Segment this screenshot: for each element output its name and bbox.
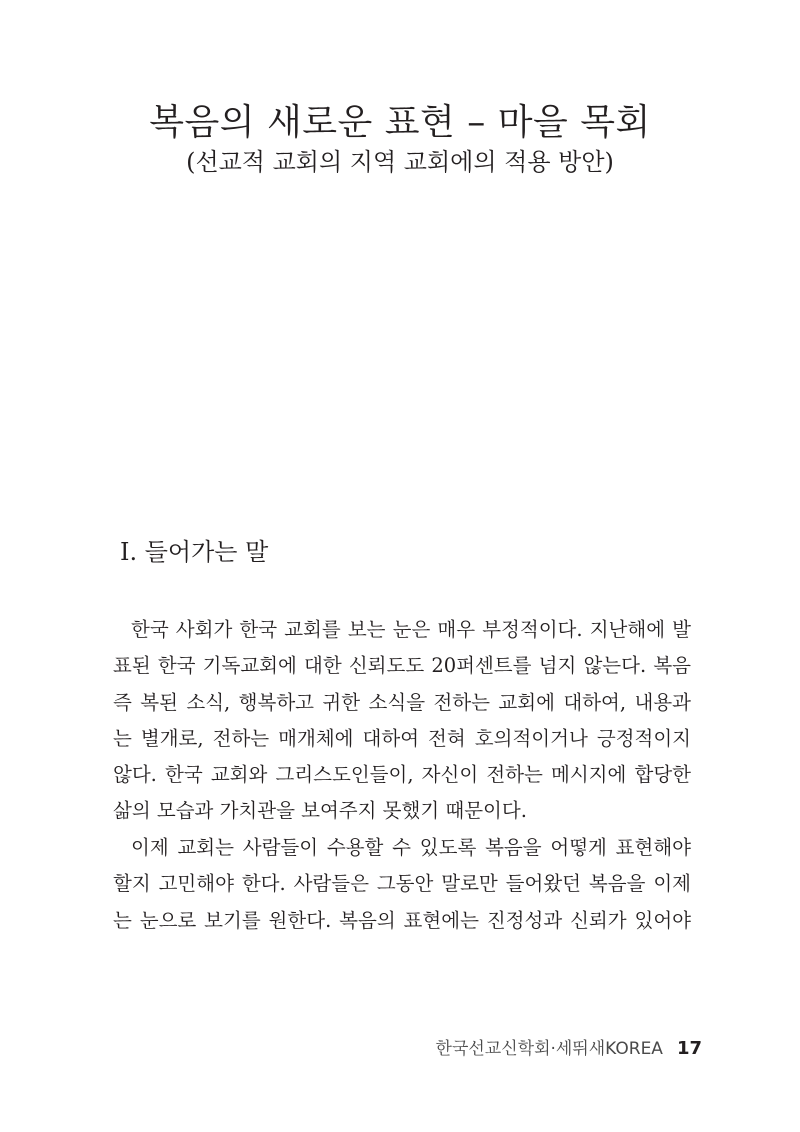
section-heading: I. 들어가는 말 [120, 538, 269, 566]
paragraph-line: 는 눈으로 보기를 원한다. 복음의 표현에는 진정성과 신뢰가 있어야 [113, 908, 691, 932]
paragraph-2 [113, 830, 691, 939]
paragraph-line: 않다. 한국 교회와 그리스도인들이, 자신이 전하는 메시지에 합당한 [113, 763, 691, 787]
paragraph-line: 표된 한국 기독교회에 대한 신뢰도도 20퍼센트를 넘지 않는다. 복음 [113, 654, 691, 678]
page-footer [436, 1036, 702, 1062]
paragraph-line: 삶의 모습과 가치관을 보여주지 못했기 때문이다. [113, 799, 527, 823]
page-subtitle: (선교적 교회의 지역 교회에의 적용 방안) [186, 148, 614, 176]
paragraph-line: 할지 고민해야 한다. 사람들은 그동안 말로만 들어왔던 복음을 이제 [113, 872, 691, 896]
paragraph-1 [113, 612, 691, 830]
paragraph-line: 는 별개로, 전하는 매개체에 대하여 전혀 호의적이거나 긍정적이지 [113, 726, 691, 750]
paragraph-line: 즉 복된 소식, 행복하고 귀한 소식을 전하는 교회에 대하여, 내용과 [113, 690, 691, 714]
publication-name: 한국선교신학회·세뛰새KOREA [435, 1039, 663, 1059]
page-title: 복음의 새로운 표현 – 마을 목회 [149, 102, 651, 143]
paragraph-line: 한국 사회가 한국 교회를 보는 눈은 매우 부정적이다. 지난해에 발 [131, 618, 691, 641]
page-number: 17 [676, 1038, 702, 1059]
paragraph-line: 이제 교회는 사람들이 수용할 수 있도록 복음을 어떻게 표현해야 [131, 836, 691, 859]
